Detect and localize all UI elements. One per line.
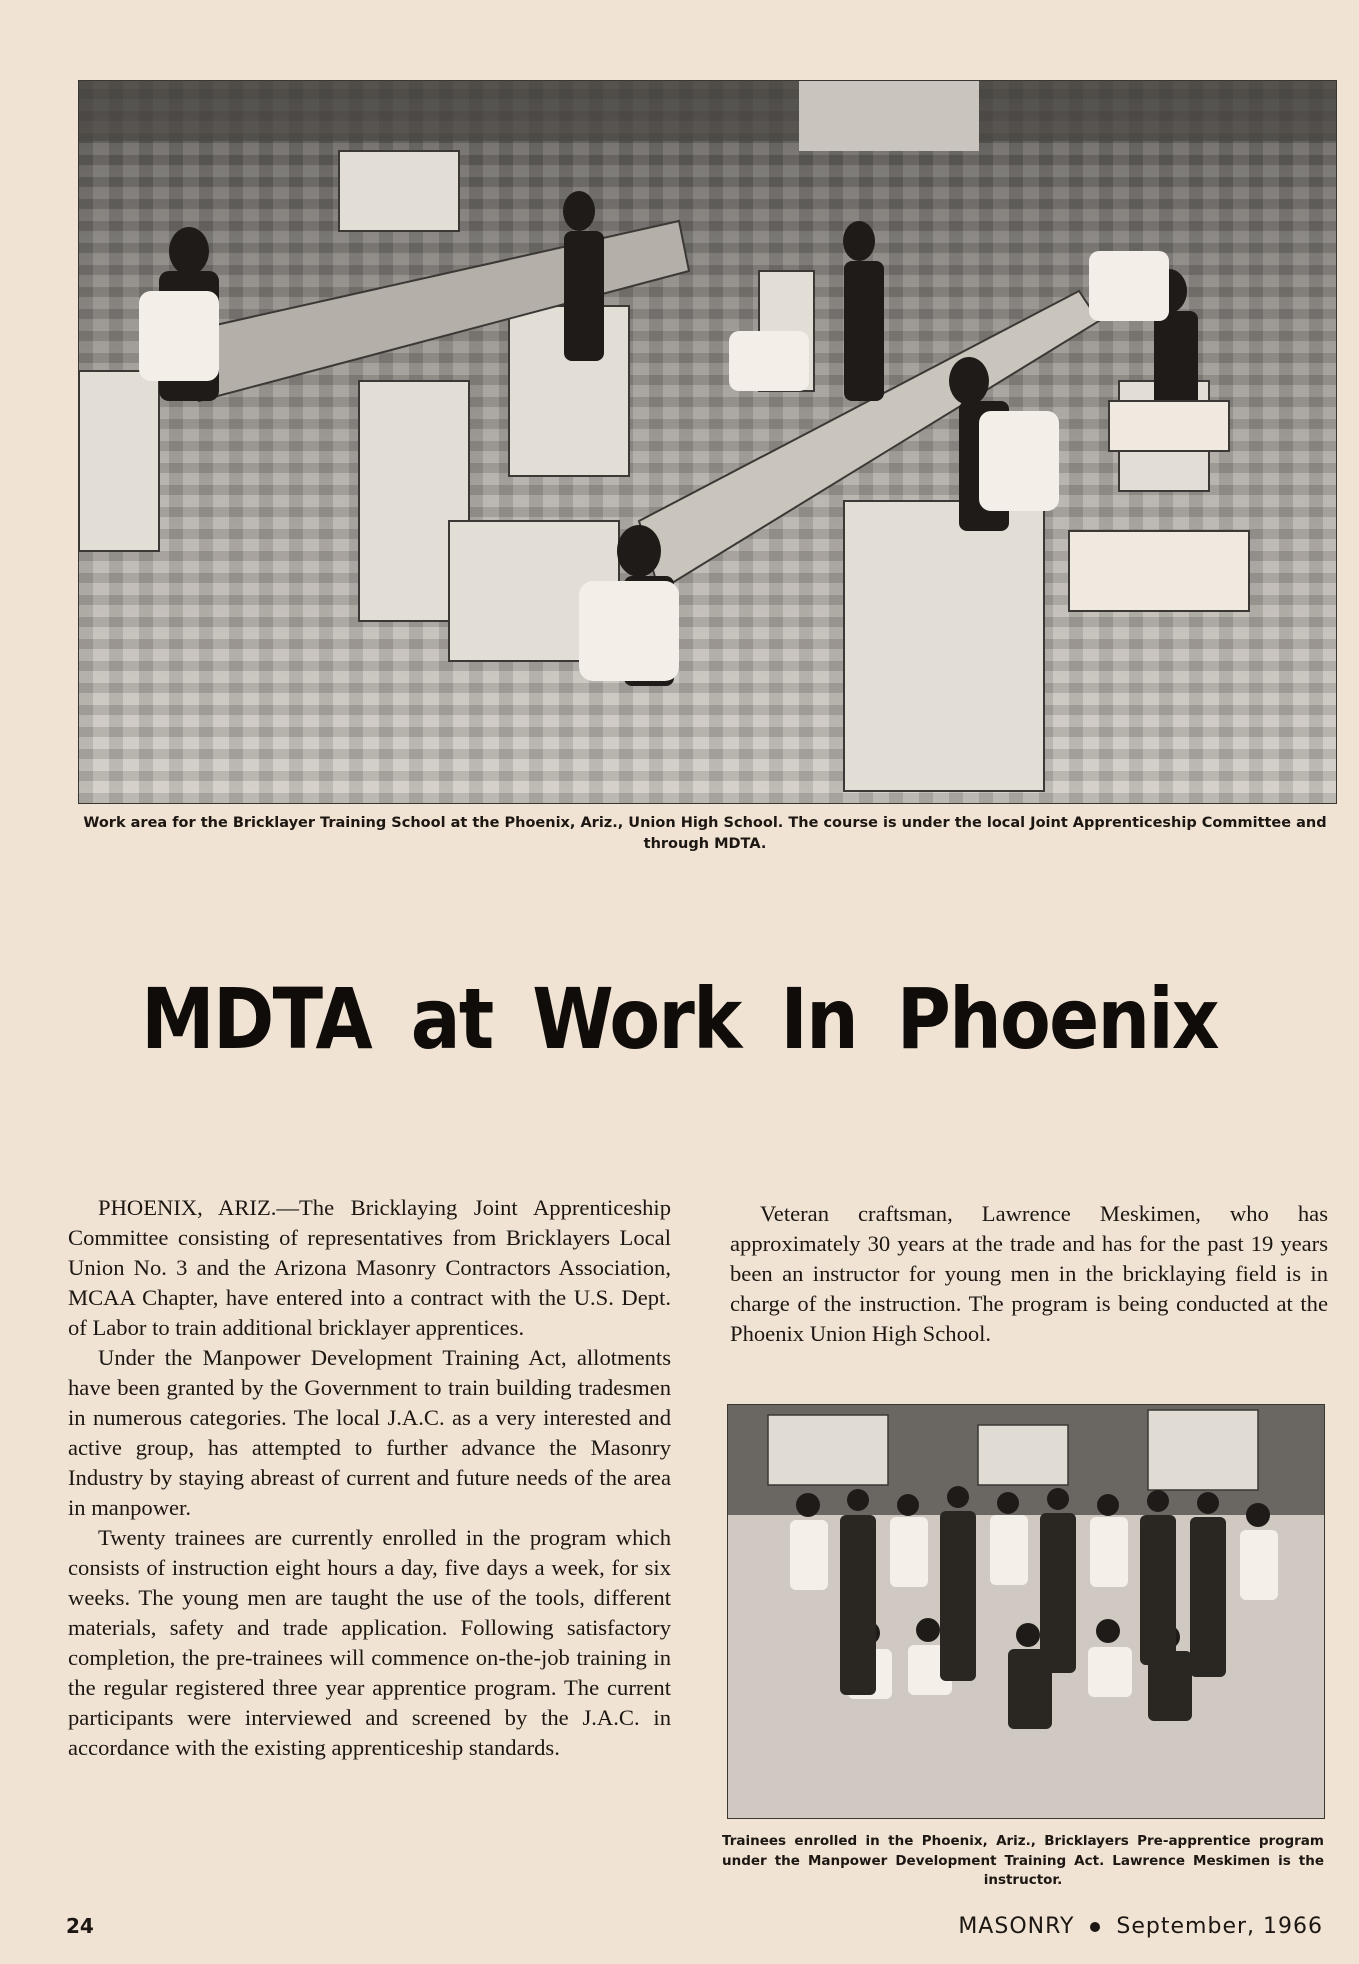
article-paragraph: Veteran craftsman, Lawrence Meskimen, who has approximately 30 years at the trade and has for the past 19 years been an instructor for young men in the bricklaying field is in charge of the instruction. The program is being conducted at the Phoenix Union High School. [730,1201,1328,1346]
running-footer [958,1914,1323,1939]
page-number: 24 [66,1914,94,1938]
article-right-column [730,1199,1328,1349]
top-photo-illustration [79,81,1336,803]
bullet-dot-icon [1090,1922,1100,1932]
article-paragraph: Under the Manpower Development Training Act, allotments have been granted by the Government to train building tradesmen in numerous categories. The local J.A.C. as a very interested and active group, has attempted to further advance the Masonry Industry by staying abreast of current and future needs of the area in manpower. [68,1345,671,1520]
article-left-column [68,1193,671,1763]
top-photo-bricklayer-work-area [78,80,1337,804]
article-paragraph: PHOENIX, ARIZ.—The Bricklaying Joint Apprenticeship Committee consisting of representatives from Bricklayers Local Union No. 3 and the Arizona Masonry Contractors Association, MCAA Chapter, have entered into a contract with the U.S. Dept. of Labor to train additional bricklayer apprentices. [68,1195,671,1340]
bottom-photo-caption: Trainees enrolled in the Phoenix, Ariz., Bricklayers Pre-apprentice program under the Manpower Development Training Act. Lawrence Meskimen is the instructor. [722,1833,1324,1889]
issue-date: September, 1966 [1116,1914,1323,1939]
bottom-photo-trainees-group [727,1404,1325,1819]
top-photo-caption: Work area for the Bricklayer Training School at the Phoenix, Ariz., Union High School. The course is under the local Joint Apprenticeship Committee and through MDTA. [83,815,1327,853]
bottom-photo-illustration [728,1405,1324,1818]
article-paragraph: Twenty trainees are currently enrolled in the program which consists of instruction eight hours a day, five days a week, for six weeks. The young men are taught the use of the tools, different materials, safety and trade application. Following satisfactory completion, the pre-trainees will commence on-the-job training in the regular registered three year apprentice program. The current participants were interviewed and screened by the J.A.C. in accordance with the existing apprenticeship standards. [68,1525,671,1760]
article-headline: MDTA at Work In Phoenix [141,970,1218,1068]
magazine-name: MASONRY [958,1914,1075,1939]
